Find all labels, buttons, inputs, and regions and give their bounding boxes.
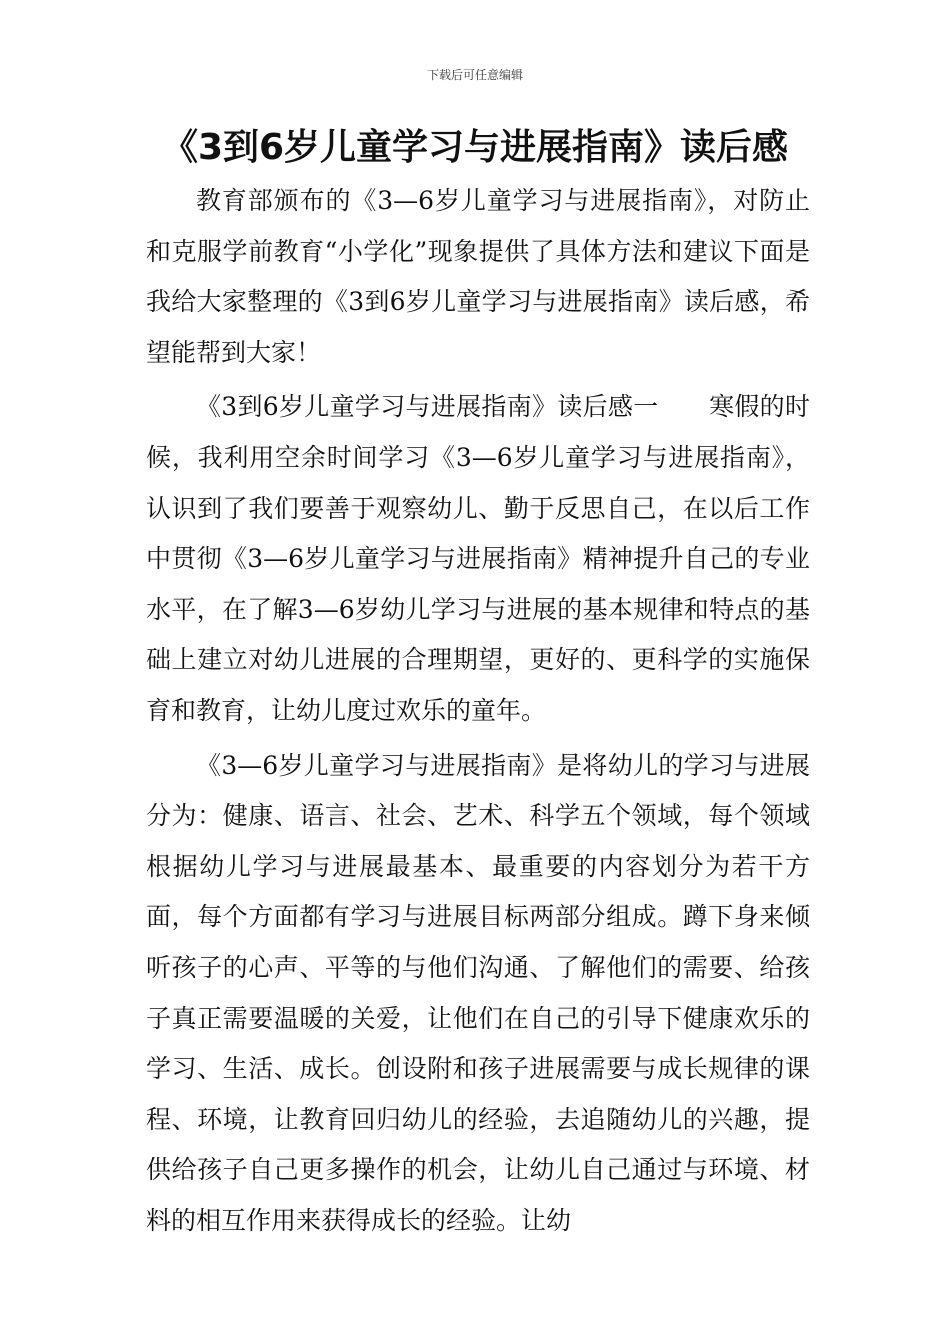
document-body [146, 176, 810, 1246]
document-title: 《3到6岁儿童学习与进展指南》读后感 [161, 127, 789, 168]
paragraph-intro: 教育部颁布的《3—6岁儿童学习与进展指南》，对防止和克服学前教育“小学化”现象提供了具体方法和建议下面是我给大家整理的《3到6岁儿童学习与进展指南》读后感，希望能帮到大家！ [146, 186, 810, 367]
paragraph-guide-domains: 《3—6岁儿童学习与进展指南》是将幼儿的学习与进展分为：健康、语言、社会、艺术、科学五个领域，每个领域根据幼儿学习与进展最基本、最重要的内容划分为若干方面，每个方面都有学习与进展目标两部分组成。蹲下身来倾听孩子的心声、平等的与他们沟通、了解他们的需要、给孩子真正需要温暖的关爱，让他们在自己的引导下健康欢乐的学习、生活、成长。创设附和孩子进展需要与成长规律的课程、环境，让教育回归幼儿的经验，去追随幼儿的兴趣，提供给孩子自己更多操作的机会，让幼儿自己通过与环境、材料的相互作用来获得成长的经验。让幼 [146, 750, 810, 1235]
header-note: 下载后可任意编辑 [426, 68, 523, 82]
paragraph-review-one: 《3到6岁儿童学习与进展指南》读后感一 寒假的时候，我利用空余时间学习《3—6岁儿童学习与进展指南》，认识到了我们要善于观察幼儿、勤于反思自己，在以后工作中贯彻《3—6岁儿童学习与进展指南》精神提升自己的专业水平，在了解3—6岁幼儿学习与进展的基本规律和特点的基础上建立对幼儿进展的合理期望，更好的、更科学的实施保育和教育，让幼儿度过欢乐的童年。 [146, 392, 810, 725]
